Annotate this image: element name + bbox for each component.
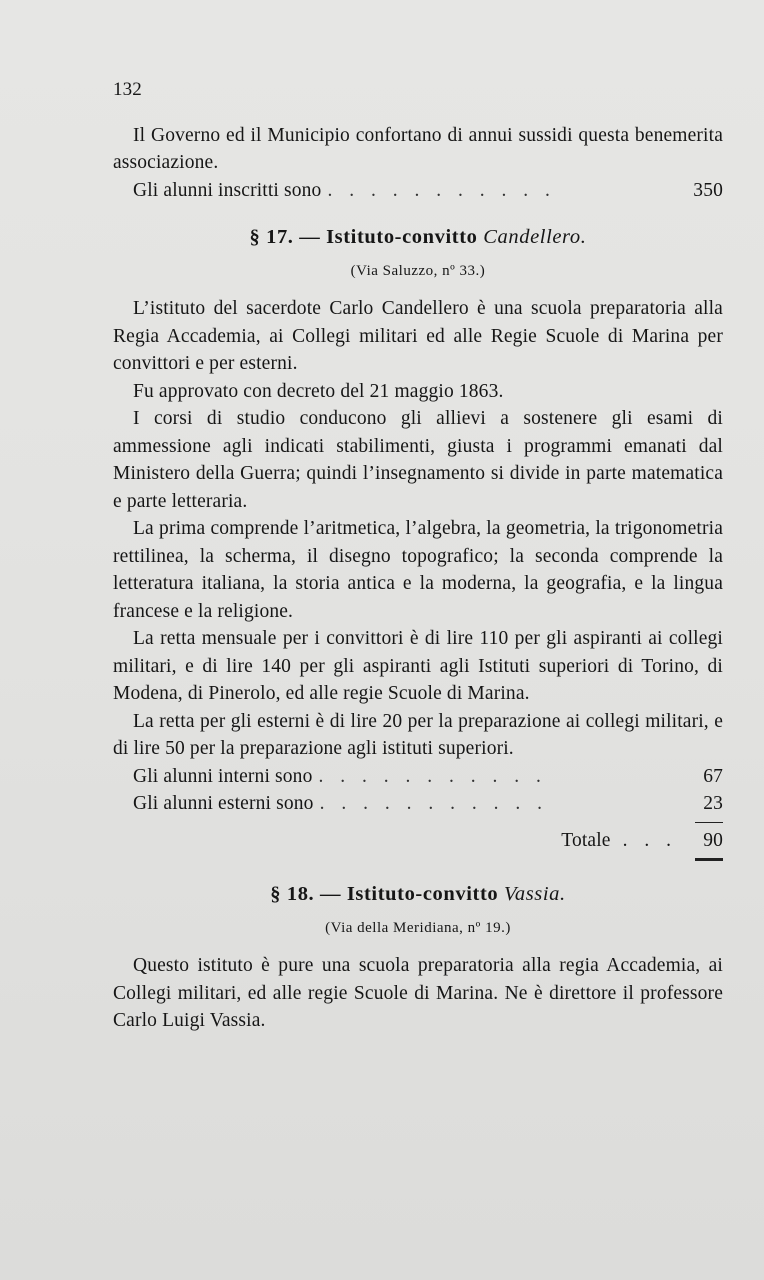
total-label: Totale <box>561 829 611 851</box>
count-value: 23 <box>703 793 723 814</box>
section-dash: — <box>299 226 321 248</box>
section-number: § 17. <box>249 226 294 248</box>
count-label: Gli alunni interni sono <box>133 765 313 787</box>
dot-leader: . . . . . . . . . . . <box>318 765 547 787</box>
external-count-line <box>113 790 723 818</box>
paragraph: Fu approvato con decreto del 21 maggio 1863. <box>133 380 504 402</box>
total-line <box>113 827 723 855</box>
paragraph: L’istituto del sacerdote Carlo Candellero è una scuola preparatoria alla Regia Accademia, ai Collegi militari ed alle Regie Scuole di Marina per convittori e per esterni. <box>113 298 723 374</box>
enrolled-count-line <box>113 177 723 205</box>
paragraph: La retta mensuale per i convittori è di lire 110 per gli aspiranti ai collegi militari, e di lire 140 per gli aspiranti agli Istituti superiori di Torino, di Modena, di Pinerolo, ed alle regie Scuole di Marina. <box>113 628 723 704</box>
section-dash: — <box>320 883 342 905</box>
count-label: Gli alunni esterni sono <box>133 793 314 814</box>
count-value: 350 <box>693 179 723 201</box>
dot-leader: . . . <box>622 829 677 851</box>
count-label: Gli alunni inscritti sono <box>133 179 322 201</box>
page-text <box>113 76 723 1035</box>
section-address: (Via Saluzzo, nº 33.) <box>350 262 486 279</box>
section-name: Vassia. <box>504 883 566 905</box>
section-title: Istituto-convitto <box>346 883 499 905</box>
sum-rule <box>695 822 723 823</box>
section-number: § 18. <box>270 883 315 905</box>
dot-leader: . . . . . . . . . . . <box>319 793 548 814</box>
paragraph: La retta per gli esterni è di lire 20 per la preparazione ai collegi militari, e di lire 50 per la preparazione agli istituti superiori. <box>113 710 723 759</box>
section-name: Candellero. <box>483 226 587 248</box>
paragraph: I corsi di studio conducono gli allievi a sostenere gli esami di ammessione agli indicati stabilimenti, giusta i programmi emanati dal Ministero della Guerra; quindi l’insegnamento si divide in parte matematica e parte letteraria. <box>113 408 723 512</box>
section-heading-18 <box>113 881 723 909</box>
paragraph: La prima comprende l’aritmetica, l’algebra, la geometria, la trigonometria rettilinea, la scherma, il disegno topografico; la seconda comprende la letteratura italiana, la storia antica e la moderna, la geografia, e la lingua francese e la religione. <box>113 518 723 622</box>
page-number: 132 <box>113 79 142 100</box>
section-address: (Via della Meridiana, nº 19.) <box>325 919 511 936</box>
total-block <box>113 822 723 862</box>
total-underline <box>695 858 723 861</box>
total-value: 90 <box>703 829 723 851</box>
paragraph: Questo istituto è pure una scuola preparatoria alla regia Accademia, ai Collegi militari, ed alle regie Scuole di Marina. Ne è direttore il professore Carlo Luigi Vassia. <box>113 955 723 1031</box>
section-heading-17 <box>113 224 723 252</box>
internal-count-line <box>113 763 723 791</box>
paragraph: Il Governo ed il Municipio confortano di annui sussidi questa benemerita associazione. <box>113 124 723 173</box>
section-title: Istituto-convitto <box>326 226 478 248</box>
dot-leader: . . . . . . . . . . . <box>327 179 556 201</box>
count-value: 67 <box>703 765 723 787</box>
